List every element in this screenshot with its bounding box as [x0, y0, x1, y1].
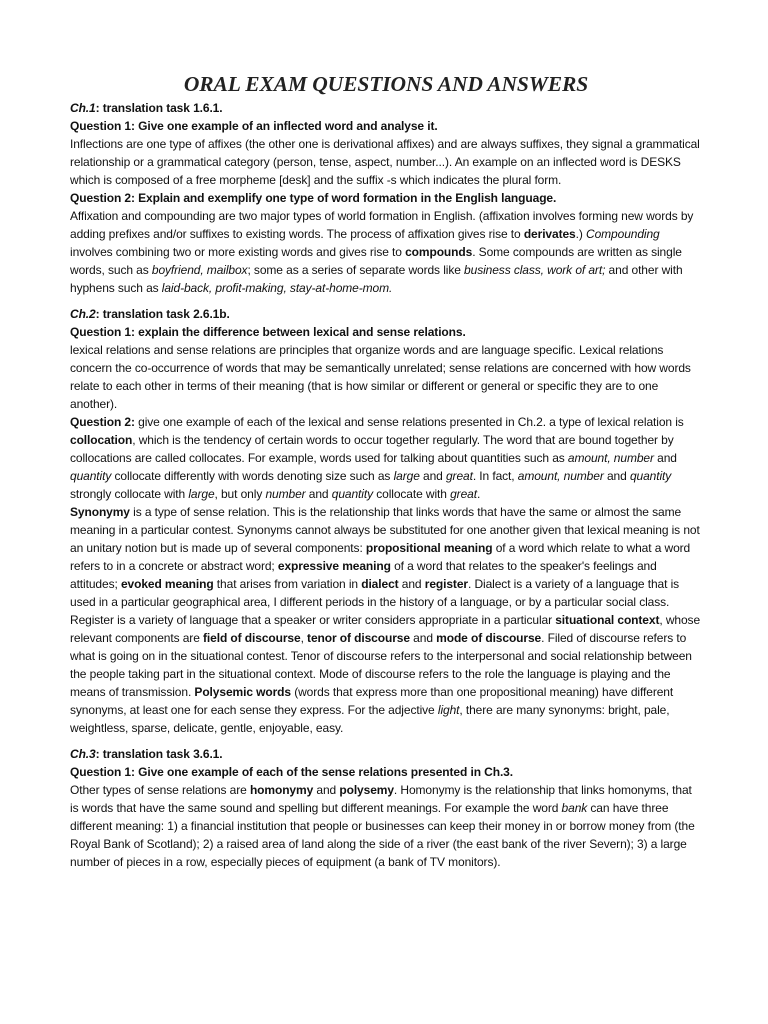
answer-text: . [476, 487, 481, 501]
term: mode of discourse [436, 631, 542, 645]
question-line [70, 189, 702, 207]
term: Compounding [586, 227, 660, 241]
answer-text: strongly collocate with [70, 487, 189, 501]
answer-paragraph [70, 413, 702, 503]
answer-text: and [305, 487, 332, 501]
term: derivates [523, 227, 576, 241]
chapter-label: Ch.2 [70, 307, 96, 321]
term: compounds [405, 245, 473, 259]
chapter-1-section [70, 99, 702, 297]
example: quantity [331, 487, 373, 501]
example: business class, work of art; [464, 263, 606, 277]
answer-text: and [603, 469, 630, 483]
example: boyfriend, mailbox [151, 263, 248, 277]
answer-text: . Dialect is a variety of a language that is used in a particular geographical area, I different periods in the history of a language, or by a particular social class. Register is a variety of language that a speaker or writer considers appropriate in a particular [70, 577, 680, 627]
answer-text: that arises from variation in [213, 577, 362, 591]
example: quantity [70, 469, 112, 483]
term: tenor of discourse [307, 631, 410, 645]
example: large [393, 469, 420, 483]
answer-text: . In fact, [472, 469, 518, 483]
question-label: Question 2: [70, 191, 135, 205]
term: Synonymy [70, 505, 130, 519]
question-line [70, 323, 702, 341]
example: amount, number [567, 451, 654, 465]
chapter-heading [70, 745, 702, 763]
answer-text: of a word that relates to the speaker's feelings and attitudes; [70, 559, 657, 591]
chapter-heading [70, 99, 702, 117]
term: expressive meaning [277, 559, 391, 573]
answer-text: (words that express more than one propositional meaning) have different synonyms, at least one for each sense they express. For the adjective [70, 685, 674, 717]
answer-text: .) [575, 227, 587, 241]
chapter-task: : translation task 3.6.1. [95, 747, 223, 761]
question-label: Question 2: [70, 415, 135, 429]
answer-paragraph: Inflections are one type of affixes (the other one is derivational affixes) and are always suffixes, they signal a grammatical relationship or a grammatical category (person, tense, aspect, number...). An example on an inflected word is DESKS which is composed of a free morpheme [desk] and the suffix -s which indicates the plural form. [70, 137, 700, 187]
question-line [70, 117, 702, 135]
example: bank [561, 801, 588, 815]
answer-text: and [313, 783, 340, 797]
example: great [450, 487, 477, 501]
example: light [437, 703, 460, 717]
term: register [424, 577, 468, 591]
answer-paragraph [70, 503, 702, 737]
term: field of discourse [203, 631, 301, 645]
answer-text: and [409, 631, 437, 645]
answer-text: . Homonymy is the relationship that links homonyms, that is words that have the same sound and spelling but different meanings. For example the word [70, 783, 692, 815]
term: dialect [361, 577, 399, 591]
question-text: Explain and exemplify one type of word formation in the English language. [134, 191, 557, 205]
answer-text: , whose relevant components are [70, 613, 701, 645]
answer-paragraph [70, 781, 702, 871]
term: situational context [555, 613, 660, 627]
answer-paragraph [70, 207, 702, 297]
example: great [445, 469, 473, 483]
chapter-3-section [70, 745, 702, 871]
answer-text: and [653, 451, 677, 465]
answer-text: is a type of sense relation. This is the relationship that links words that have the same or almost the same meaning in a particular contest. Synonyms cannot always be substituted for one another given that lexical meaning is not an unitary notion but is made up of several components: [70, 505, 700, 555]
term: polysemy [339, 783, 394, 797]
example: large [188, 487, 215, 501]
answer-text: involves combining two or more existing words and gives rise to [70, 245, 406, 259]
term: collocation [70, 433, 133, 447]
answer-text: and other with hyphens such as [70, 263, 683, 295]
chapter-2-section [70, 305, 702, 737]
answer-text: collocate with [372, 487, 451, 501]
term: Polysemic words [194, 685, 291, 699]
chapter-task: : translation task 2.6.1b. [95, 307, 230, 321]
chapter-task: : translation task 1.6.1. [95, 101, 223, 115]
chapter-heading [70, 305, 702, 323]
question-label: Question 1: [70, 325, 135, 339]
answer-text: Other types of sense relations are [70, 783, 250, 797]
answer-text: , there are many synonyms: bright, pale, weightless, sparse, delicate, gentle, enjoyable, easy. [70, 703, 670, 735]
example: quantity [629, 469, 672, 483]
example: amount, number [517, 469, 604, 483]
term: propositional meaning [365, 541, 493, 555]
answer-text: and [419, 469, 446, 483]
answer-text: can have three different meaning: 1) a financial institution that people or businesses can keep their money in or borrow money from (the Royal Bank of Scotland); 2) a raised area of land along the side of a river (the east bank of the river Severn); 3) a large number of pieces in a row, especially pieces of equipment (a bank of TV monitors). [70, 801, 695, 869]
question-text: Give one example of each of the sense relations presented in Ch.3. [134, 765, 513, 779]
page-title: ORAL EXAM QUESTIONS AND ANSWERS [183, 72, 589, 96]
example: laid-back, profit-making, stay-at-home-mom. [161, 281, 393, 295]
chapter-label: Ch.3 [70, 747, 96, 761]
question-text: Give one example of an inflected word and analyse it. [134, 119, 438, 133]
answer-text: of a word which relate to what a word refers to in a concrete or abstract word; [70, 541, 691, 573]
answer-text: , but only [214, 487, 266, 501]
answer-text: , which is the tendency of certain words to occur together regularly. The word that are bound together by collocations are called collocates. For example, words used for talking about quantities such as [70, 433, 674, 465]
answer-paragraph: lexical relations and sense relations are principles that organize words and are language specific. Lexical relations concern the co-occurrence of words that may be semantically unrelated; sense relations are concerned with how words relate to each other in terms of their meaning (that is how similar or different or general or specific they are to one another). [70, 343, 691, 411]
answer-text: give one example of each of the lexical and sense relations presented in Ch.2. a type of lexical relation is [134, 415, 684, 429]
answer-text: Affixation and compounding are two major types of world formation in English. (affixation involves forming new words by adding prefixes and/or suffixes to existing words. The process of affixation gives rise to [70, 209, 694, 241]
question-text: explain the difference between lexical and sense relations. [134, 325, 466, 339]
question-line [70, 763, 702, 781]
answer-text: . Filed of discourse refers to what is going on in the situational contest. Tenor of discourse refers to the interpersonal and social relationship between the people taking part in the situational context. Mode of discourse refers to the role the language is playing and the means of transmission. [70, 631, 692, 699]
answer-text: . Some compounds are written as single words, such as [70, 245, 682, 277]
document-page [70, 70, 702, 871]
answer-text: and [398, 577, 425, 591]
answer-text: ; some as a series of separate words like [247, 263, 465, 277]
question-label: Question 1: [70, 119, 135, 133]
term: homonymy [249, 783, 314, 797]
answer-text: , [300, 631, 308, 645]
chapter-label: Ch.1 [70, 101, 96, 115]
example: number [265, 487, 306, 501]
term: evoked meaning [120, 577, 214, 591]
question-label: Question 1: [70, 765, 135, 779]
answer-text: collocate differently with words denoting size such as [111, 469, 394, 483]
